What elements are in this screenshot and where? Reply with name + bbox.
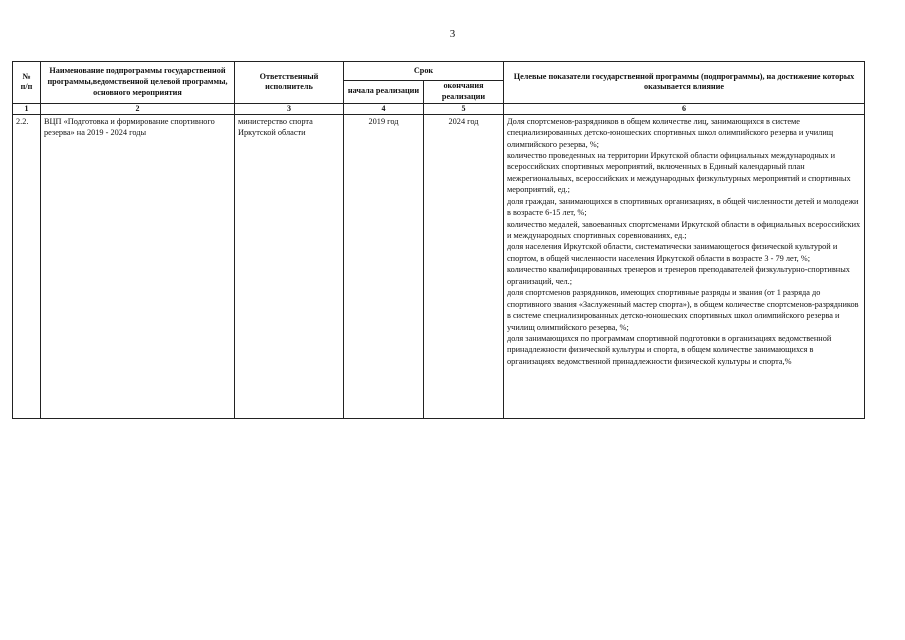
header-row bbox=[13, 62, 865, 81]
column-number: 4 bbox=[344, 103, 424, 114]
column-number: 1 bbox=[13, 103, 41, 114]
row-start: 2019 год bbox=[344, 114, 424, 418]
indicator-item: количество квалифицированных тренеров и тренеров преподавателей физкультурно-спортивных организаций, чел.; bbox=[507, 265, 850, 286]
row-indicators bbox=[504, 114, 865, 418]
row-responsible: министерство спорта Иркутской области bbox=[235, 114, 344, 418]
indicator-item: доля населения Иркутской области, систематически занимающегося физической культурой и спортом, в общей численности населения Иркутской области в возрасте 3 - 79 лет, %; bbox=[507, 242, 838, 263]
indicator-item: количество проведенных на территории Иркутской области официальных международных и всероссийских спортивных мероприятий, включенных в Единый календарный план межрегиональных, всероссийских и международных физкультурных мероприятий и спортивных мероприятий, ед.; bbox=[507, 150, 851, 195]
header-term: Срок bbox=[344, 62, 504, 81]
column-number: 3 bbox=[235, 103, 344, 114]
indicator-item: Доля спортсменов-разрядников в общем количестве лиц, занимающихся в системе специализированных детско-юношеских спортивных школ олимпийского резерва и училищ олимпийского резерва, %; bbox=[507, 116, 834, 149]
indicator-item: доля занимающихся по программам спортивной подготовки в организациях ведомственной принадлежности физической культуры и спорта, в общем количестве занимающихся в организациях ведомственной принадлежности физической культуры и спорта,% bbox=[507, 333, 832, 366]
row-name: ВЦП «Подготовка и формирование спортивного резерва» на 2019 - 2024 годы bbox=[41, 114, 235, 418]
header-end: окончания реализации bbox=[424, 81, 504, 104]
indicator-item: доля граждан, занимающихся в спортивных организациях, в общей численности детей и молодежи в возрасте 6-15 лет, %; bbox=[507, 196, 859, 218]
table-row bbox=[13, 114, 865, 418]
header-num bbox=[13, 62, 41, 104]
header-responsible: Ответственный исполнитель bbox=[235, 62, 344, 104]
row-end: 2024 год bbox=[424, 114, 504, 418]
header-num-line1: № bbox=[22, 71, 31, 81]
header-num-line2: п/п bbox=[20, 82, 33, 92]
column-number-row bbox=[13, 103, 865, 114]
page-number: 3 bbox=[449, 28, 456, 40]
column-number: 2 bbox=[41, 103, 235, 114]
column-number: 6 bbox=[504, 103, 865, 114]
header-indicators: Целевые показатели государственной программы (подпрограммы), на достижение которых оказывается влияние bbox=[504, 62, 865, 104]
column-number: 5 bbox=[424, 103, 504, 114]
header-name: Наименование подпрограммы государственной программы,ведомственной целевой программы, основного мероприятия bbox=[41, 62, 235, 104]
program-table bbox=[12, 61, 865, 419]
header-start: начала реализации bbox=[344, 81, 424, 104]
row-num: 2.2. bbox=[13, 114, 41, 418]
indicator-item: количество медалей, завоеванных спортсменами Иркутской области в официальных всероссийских и международных спортивных соревнованиях, ед.; bbox=[507, 219, 861, 241]
indicator-item: доля спортсменов разрядников, имеющих спортивные разряды и звания (от 1 разряда до спортивного звания «Заслуженный мастер спорта»), в общем количестве спортсменов-разрядников в системе специализированных детско-юношеских спортивных школ олимпийского резерва и училищ олимпийского резерва, %; bbox=[507, 288, 859, 332]
